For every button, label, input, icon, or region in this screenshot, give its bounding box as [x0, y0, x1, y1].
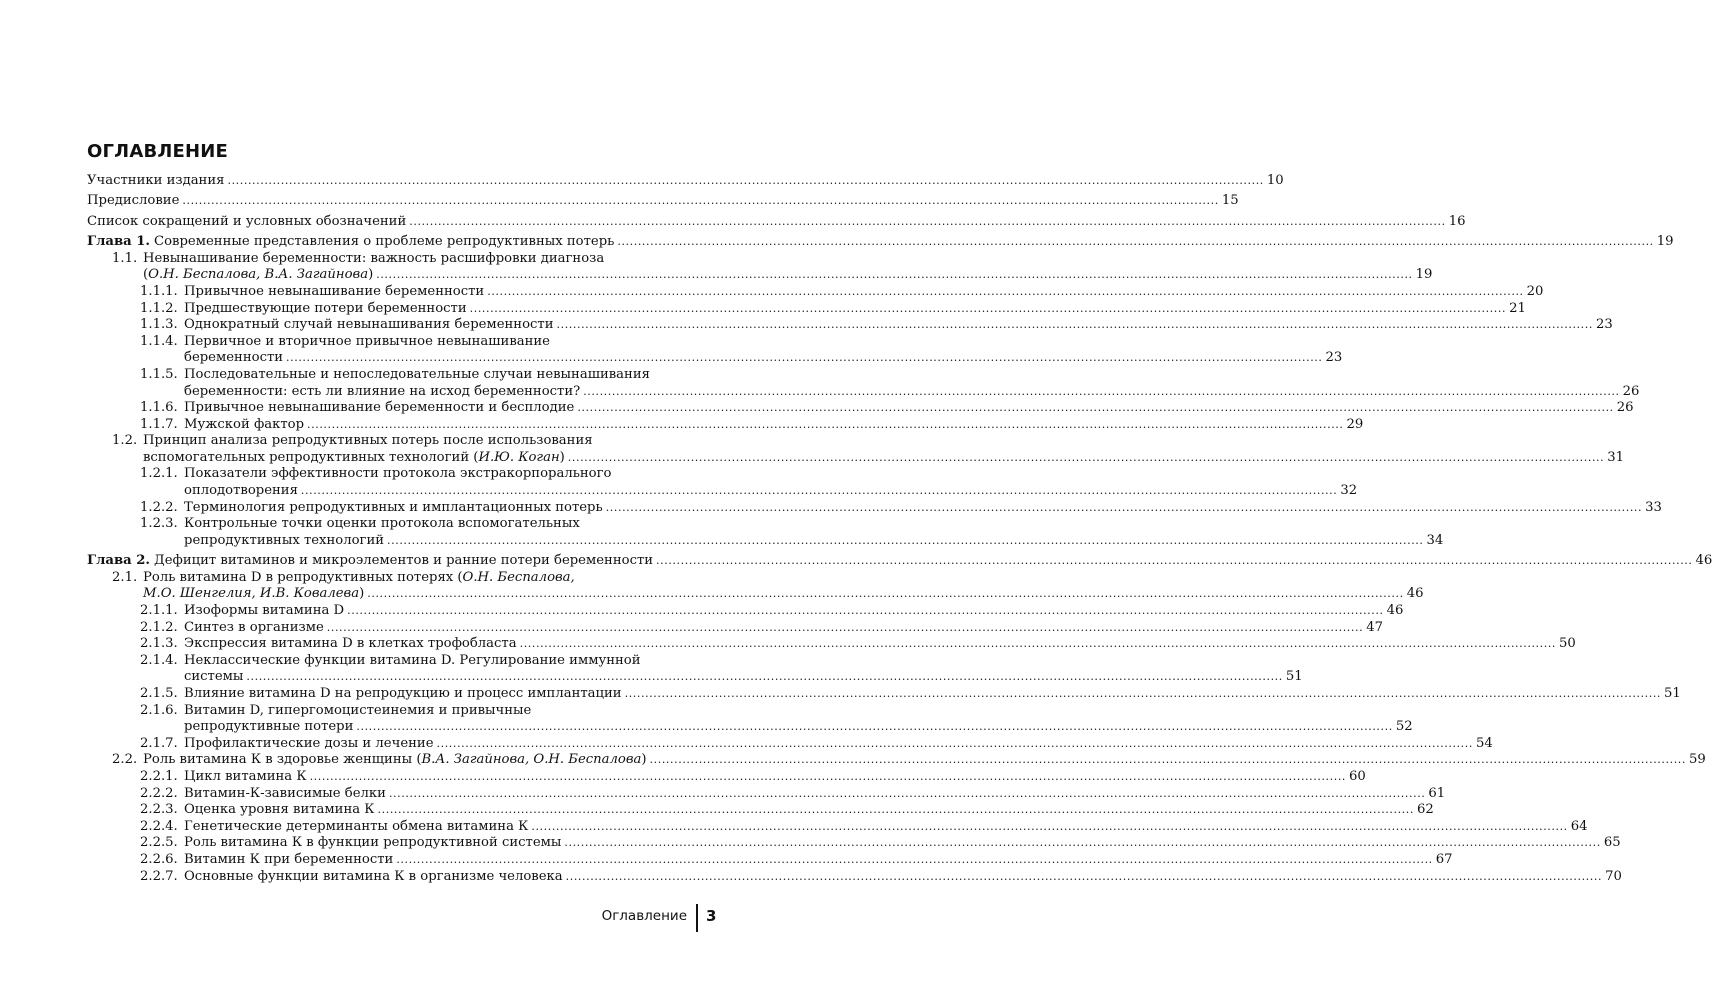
toc-entry: [87, 603, 1404, 620]
page-number: 3: [706, 907, 717, 925]
toc-entry-page: 47: [1366, 619, 1383, 635]
toc-entry: [87, 768, 1366, 786]
toc-entry-page: 23: [1325, 350, 1343, 366]
leader-dots: [557, 317, 1593, 334]
toc-entry-page: 10: [1266, 173, 1284, 188]
toc-entry-title: Современные представления о проблеме репродуктивных потерь: [154, 234, 615, 250]
running-footer-label: Оглавление: [601, 908, 687, 924]
toc-entry-number: 2.1.: [112, 569, 138, 585]
toc-entry-page: 19: [1656, 234, 1674, 250]
toc-entry-title: Терминология репродуктивных и имплантационных потерь: [184, 499, 603, 515]
toc-entry: [87, 636, 1576, 653]
toc-entry-number: 1.1.1.: [140, 283, 178, 299]
toc-entry-page: 50: [1559, 636, 1576, 652]
toc-entry-number: 2.2.7.: [140, 868, 178, 884]
toc-entry: [87, 499, 1662, 517]
leader-dots: [227, 173, 1263, 190]
toc-entry: [87, 835, 1621, 852]
toc-entry-page: 29: [1346, 416, 1364, 432]
toc-entry: [87, 818, 1588, 836]
toc-entry-number: 2.2.2.: [140, 785, 178, 801]
toc-entry-page: 26: [1622, 383, 1640, 399]
leader-dots: [378, 802, 1414, 819]
toc-entry-page: 19: [1415, 267, 1433, 283]
leader-dots: [367, 586, 1403, 603]
toc-entry: [87, 619, 1383, 637]
toc-entry-title: Мужской фактор: [184, 416, 305, 432]
toc-entry: [87, 400, 1634, 417]
toc-entry: [87, 433, 1625, 466]
toc-entry: [87, 300, 1526, 318]
toc-entry: [87, 250, 1433, 284]
toc-entry: [87, 516, 1444, 549]
toc-entry-title: Последовательные и непоследовательные случаи невынашивания: [184, 366, 650, 382]
toc-entry-title: Профилактические дозы и лечение: [184, 735, 434, 751]
leader-dots: [286, 350, 1322, 367]
toc-entry-page: 70: [1605, 868, 1622, 884]
toc-entry-title: Дефицит витаминов и микроэлементов и ранние потери беременности: [154, 553, 654, 569]
toc-entry-title: беременности: есть ли влияние на исход беременности?: [184, 383, 581, 399]
toc-entry-number: 2.2.5.: [140, 835, 178, 851]
toc-entry-page: 67: [1435, 851, 1453, 867]
toc-entry-number: 2.1.4.: [140, 652, 178, 668]
toc-entry-number: 2.1.5.: [140, 686, 178, 701]
toc-entry-page: 16: [1448, 213, 1466, 229]
toc-entry-title: системы: [184, 669, 244, 685]
toc-entry-title: Однократный случай невынашивания беременности: [184, 317, 554, 333]
toc-entry-page: 52: [1395, 719, 1413, 735]
toc-entry-title: Предисловие: [87, 193, 180, 209]
toc-entry: [87, 802, 1434, 819]
toc-entry-title: Изоформы витамина D: [184, 603, 345, 619]
toc-entry-number: 1.1.6.: [140, 400, 178, 416]
toc-entry-page: 46: [1386, 603, 1404, 619]
toc-entry-title: Предшествующие потери беременности: [184, 300, 467, 316]
toc-entry-number: 1.1.2.: [140, 300, 178, 316]
toc-entry: [87, 785, 1446, 803]
toc-entry: [87, 333, 1343, 367]
page-title: ОГЛАВЛЕНИЕ: [87, 141, 229, 162]
toc-entry-page: 65: [1603, 835, 1621, 851]
leader-dots: [356, 719, 1392, 736]
toc-entry: [87, 735, 1493, 753]
leader-dots: [246, 669, 1282, 686]
toc-entry-title: Роль витамина К в здоровье женщины (В.А. Загайнова, О.Н. Беспалова): [143, 752, 647, 768]
toc-entry-number: 1.1.: [112, 250, 138, 266]
toc-entry-title: Влияние витамина D на репродукцию и процесс имплантации: [184, 686, 622, 701]
toc-entry-title: беременности: [184, 350, 284, 366]
leader-dots: [301, 483, 1337, 500]
toc-entry: [87, 652, 1303, 686]
toc-entry: [87, 868, 1622, 886]
toc-entry-page: 51: [1664, 686, 1681, 701]
toc-entry-title: репродуктивные потери: [184, 719, 354, 735]
toc-entry-title: Витамин К при беременности: [184, 851, 394, 867]
leader-dots: [606, 500, 1642, 517]
toc-entry-page: 26: [1616, 400, 1634, 416]
toc-entry: [87, 466, 1358, 499]
toc-entry: [87, 686, 1681, 703]
toc-entry-title: Генетические детерминанты обмена витамина К: [184, 818, 529, 834]
toc-entry-page: 21: [1509, 300, 1526, 316]
toc-entry: [87, 173, 1284, 190]
leader-dots: [310, 769, 1346, 786]
toc-entry-title: М.О. Шенгелия, И.В. Ковалева): [143, 586, 365, 602]
toc-entry-number: 2.2.6.: [140, 851, 178, 867]
toc-entry-number: 1.2.1.: [140, 466, 178, 482]
toc-entry-page: 23: [1595, 317, 1613, 333]
table-of-contents: [87, 173, 1712, 885]
toc-entry-title: оплодотворения: [184, 483, 298, 499]
leader-dots: [625, 686, 1661, 703]
toc-entry-page: 32: [1340, 483, 1358, 499]
leader-dots: [650, 752, 1686, 769]
leader-dots: [387, 533, 1423, 550]
toc-entry-page: 15: [1221, 193, 1239, 209]
toc-entry: [87, 213, 1466, 231]
toc-entry-number: 1.1.7.: [140, 416, 178, 432]
toc-entry: [87, 416, 1364, 434]
toc-entry-title: Привычное невынашивание беременности: [184, 283, 485, 299]
toc-entry-number: 2.1.7.: [140, 735, 178, 751]
toc-entry-title: Витамин D, гипергомоцистеинемия и привычные: [184, 702, 532, 718]
toc-entry-number: 2.2.: [112, 752, 138, 768]
toc-entry: [87, 366, 1640, 400]
leader-dots: [531, 819, 1567, 836]
toc-entry-number: 2.1.1.: [140, 603, 178, 619]
toc-entry-title: Экспрессия витамина D в клетках трофобласта: [184, 636, 517, 652]
toc-entry-number: 1.2.3.: [140, 516, 178, 532]
leader-dots: [568, 450, 1604, 467]
toc-entry-number: 1.1.5.: [140, 366, 178, 382]
toc-entry-title: вспомогательных репродуктивных технологий (И.Ю. Коган): [143, 449, 565, 465]
toc-entry-page: 62: [1416, 802, 1434, 818]
toc-entry-title: Неклассические функции витамина D. Регулирование иммунной: [184, 652, 641, 668]
toc-entry-page: 59: [1688, 752, 1706, 768]
toc-entry-page: 46: [1695, 553, 1712, 569]
toc-entry-title: Контрольные точки оценки протокола вспомогательных: [184, 516, 580, 532]
toc-entry-title: Цикл витамина К: [184, 768, 307, 784]
leader-dots: [566, 869, 1602, 886]
toc-entry-page: 31: [1607, 449, 1625, 465]
toc-entry: [87, 553, 1712, 570]
leader-dots: [347, 603, 1383, 620]
toc-entry-page: 61: [1428, 785, 1446, 801]
toc-entry: [87, 193, 1239, 210]
toc-entry: [87, 702, 1413, 736]
toc-entry-title: Роль витамина К в функции репродуктивной системы: [184, 835, 562, 851]
toc-entry: [87, 752, 1706, 769]
leader-dots: [617, 234, 1653, 251]
leader-dots: [577, 400, 1613, 417]
toc-entry-page: 64: [1570, 818, 1588, 834]
toc-entry-page: 33: [1645, 499, 1662, 515]
leader-dots: [396, 852, 1432, 869]
chapter-label: Глава 1.: [87, 234, 151, 250]
toc-entry-title: Первичное и вторичное привычное невынашивание: [184, 333, 550, 349]
toc-entry-page: 51: [1285, 669, 1303, 685]
leader-dots: [376, 267, 1412, 284]
toc-entry: [87, 317, 1613, 334]
toc-entry-title: Роль витамина D в репродуктивных потерях (О.Н. Беспалова,: [143, 569, 575, 585]
leader-dots: [182, 193, 1218, 210]
toc-entry-page: 60: [1349, 768, 1366, 784]
toc-entry-number: 1.1.4.: [140, 333, 178, 349]
toc-entry-title: Витамин-К-зависимые белки: [184, 785, 386, 801]
toc-entry-title: Участники издания: [87, 173, 225, 188]
toc-entry-number: 2.2.3.: [140, 802, 178, 818]
leader-dots: [564, 835, 1600, 852]
toc-entry-title: Основные функции витамина К в организме человека: [184, 868, 563, 884]
toc-entry-page: 34: [1426, 532, 1444, 548]
toc-entry-number: 2.1.3.: [140, 636, 178, 652]
toc-entry-title: Показатели эффективности протокола экстракорпорального: [184, 466, 612, 482]
leader-dots: [656, 553, 1692, 570]
leader-dots: [327, 620, 1363, 637]
toc-entry-title: Оценка уровня витамина К: [184, 802, 375, 818]
toc-entry-number: 2.2.4.: [140, 818, 178, 834]
toc-entry-number: 1.2.2.: [140, 499, 178, 515]
toc-entry-page: 20: [1526, 283, 1544, 299]
leader-dots: [389, 786, 1425, 803]
leader-dots: [487, 284, 1523, 301]
toc-entry-title: Привычное невынашивание беременности и бесплодие: [184, 400, 575, 416]
toc-entry-number: 1.1.3.: [140, 317, 178, 333]
toc-entry-number: 2.1.6.: [140, 702, 178, 718]
leader-dots: [583, 384, 1619, 401]
chapter-label: Глава 2.: [87, 553, 151, 569]
leader-dots: [437, 736, 1473, 753]
toc-entry-title: Синтез в организме: [184, 619, 324, 635]
toc-entry-title: Невынашивание беременности: важность расшифровки диагноза: [143, 250, 605, 266]
leader-dots: [307, 417, 1343, 434]
leader-dots: [520, 636, 1556, 653]
toc-entry-page: 46: [1406, 586, 1424, 602]
toc-entry-title: Принцип анализа репродуктивных потерь после использования: [143, 433, 593, 449]
toc-entry-title: (О.Н. Беспалова, В.А. Загайнова): [143, 267, 374, 283]
toc-entry-title: репродуктивных технологий: [184, 532, 385, 548]
leader-dots: [470, 301, 1506, 318]
toc-entry: [87, 283, 1544, 301]
toc-entry: [87, 569, 1424, 603]
leader-dots: [409, 214, 1445, 231]
toc-entry: [87, 851, 1453, 869]
toc-entry-page: 54: [1475, 735, 1493, 751]
toc-entry-title: Список сокращений и условных обозначений: [87, 213, 407, 229]
toc-entry: [87, 234, 1674, 251]
toc-entry-number: 2.2.1.: [140, 768, 178, 784]
toc-entry-number: 1.2.: [112, 433, 138, 449]
footer-divider: [696, 904, 698, 932]
toc-entry-number: 2.1.2.: [140, 619, 178, 635]
